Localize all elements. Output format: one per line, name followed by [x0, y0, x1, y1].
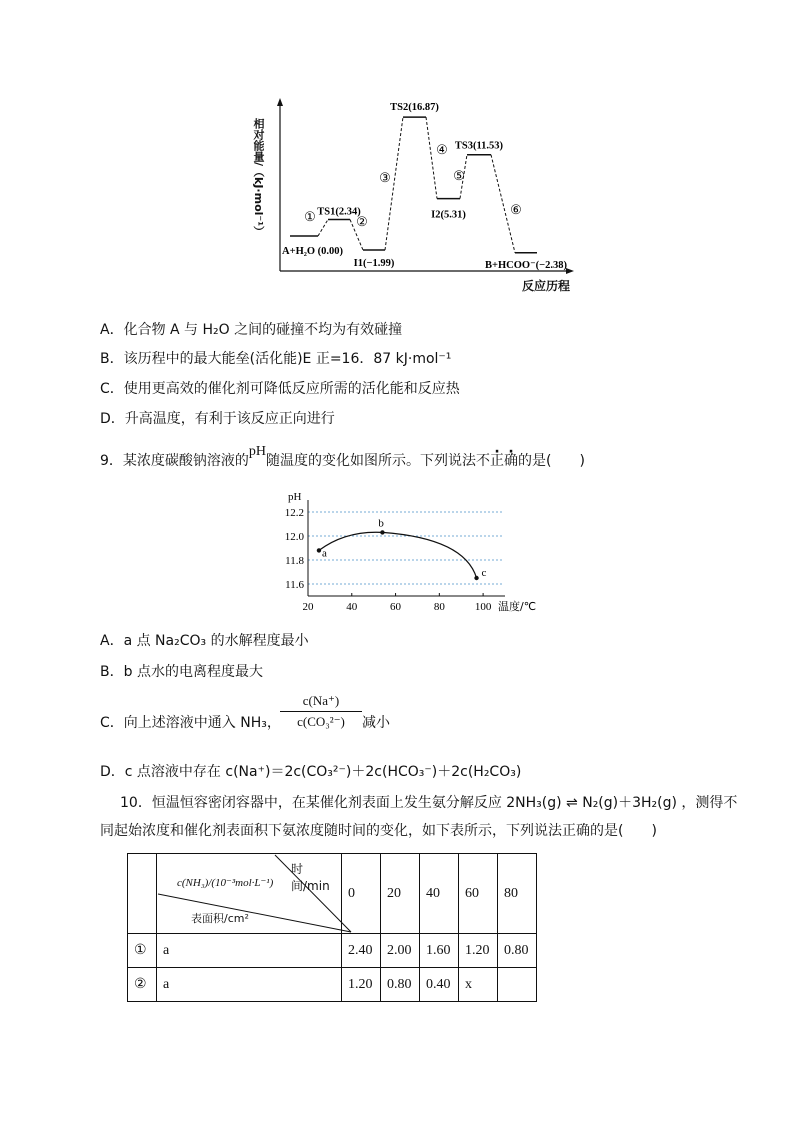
ph-y-tick: 11.8 — [285, 555, 304, 567]
row-value: 1.20 — [342, 968, 381, 1002]
row-id: ① — [128, 934, 157, 968]
q9-stem-c: 的是( ) — [518, 453, 585, 469]
energy-y-label: 相对能量/（kJ·mol⁻¹） — [252, 118, 265, 238]
ph-y-tick: 11.6 — [285, 579, 304, 591]
energy-state-label: B+HCOO⁻(−2.38) — [485, 259, 567, 271]
row-value: 1.60 — [420, 934, 459, 968]
row-value: x — [459, 968, 498, 1002]
q9-option-b: B．b 点水的电离程度最大 — [100, 664, 263, 680]
table-row — [128, 968, 537, 1002]
time-20: 20 — [381, 854, 420, 934]
ph-point-a — [317, 548, 321, 552]
energy-y-arrow — [277, 98, 283, 106]
q10-stem-line2: 同起始浓度和催化剂表面积下氨浓度随时间的变化，如下表所示，下列说法正确的是( ) — [100, 823, 657, 839]
row-value: 0.40 — [420, 968, 459, 1002]
q9-fraction-numerator: c(Na⁺) — [302, 693, 340, 708]
fraction-bar — [280, 711, 362, 712]
emphasis-char: 正 — [490, 453, 505, 469]
q9-stem-b: 随温度的变化如图所示。下列说法 — [266, 453, 477, 469]
q9-stem-a: 9．某浓度碳酸钠溶液的 — [100, 453, 249, 469]
q9-option-a: A．a 点 Na₂CO₃ 的水解程度最小 — [100, 633, 309, 649]
energy-state-label: TS3(11.53) — [454, 140, 504, 152]
energy-state-label: TS1(2.34) — [317, 206, 361, 218]
q10-stem-line1: 10．恒温恒容密闭容器中，在某催化剂表面上发生氨分解反应 2NH₃(g) ⇌ N₂(g)＋3H₂(g) ，测得不 — [120, 795, 738, 811]
energy-state-label: I1(−1.99) — [353, 258, 395, 270]
ph-point-label: c — [481, 567, 487, 579]
ph-x-title: 温度/℃ — [498, 600, 537, 613]
ph-y-tick: 12.0 — [284, 531, 304, 543]
q9-option-c-pre: C．向上述溶液中通入 NH₃， — [100, 715, 281, 731]
energy-state-label: TS2(16.87) — [390, 102, 439, 114]
step-label: ⑥ — [510, 202, 522, 217]
ph-x-tick: 20 — [302, 601, 314, 613]
ph-x-tick: 40 — [346, 601, 358, 613]
table-header-empty — [128, 854, 157, 934]
q9-stem-emphasis — [476, 453, 518, 469]
q10-table — [127, 853, 537, 1002]
ph-curve — [319, 532, 477, 578]
q8-option-b: B．该历程中的最大能垒(活化能)E 正=16．87 kJ·mol⁻¹ — [100, 351, 452, 367]
q8-option-a: A．化合物 A 与 H₂O 之间的碰撞不均为有效碰撞 — [100, 322, 403, 338]
ph-x-tick: 60 — [390, 601, 402, 613]
q9-fraction — [280, 692, 362, 731]
time-40: 40 — [420, 854, 459, 934]
ph-x-tick: 100 — [474, 601, 492, 613]
emphasis-char: 确 — [504, 453, 519, 469]
time-0: 0 — [342, 854, 381, 934]
energy-x-arrow — [566, 268, 574, 274]
row-id: ② — [128, 968, 157, 1002]
header-concentration: c(NH₃)/(10⁻³mol·L⁻¹) — [177, 877, 274, 889]
ph-y-tick: 12.2 — [284, 507, 304, 519]
step-label: ③ — [379, 170, 391, 185]
table-row — [128, 934, 537, 968]
q9-stem-ph: pH — [248, 444, 267, 459]
emphasis-char: 不 — [476, 453, 491, 469]
energy-connector — [318, 220, 328, 236]
header-area: 表面积/cm² — [191, 912, 249, 925]
ph-x-tick: 80 — [433, 601, 445, 613]
row-value — [498, 968, 537, 1002]
row-value: 2.00 — [381, 934, 420, 968]
step-label: ② — [356, 214, 368, 229]
ph-point-c — [474, 576, 478, 580]
energy-diagram — [240, 96, 590, 296]
row-area: a — [157, 934, 342, 968]
q8-option-c: C．使用更高效的催化剂可降低反应所需的活化能和反应热 — [100, 381, 460, 397]
row-area: a — [157, 968, 342, 1002]
time-60: 60 — [459, 854, 498, 934]
step-label: ④ — [436, 142, 448, 157]
energy-connector — [426, 117, 437, 198]
q8-option-d: D．升高温度，有利于该反应正向进行 — [100, 411, 335, 427]
row-value: 2.40 — [342, 934, 381, 968]
ph-point-label: a — [321, 547, 327, 560]
time-80: 80 — [498, 854, 537, 934]
energy-state-label: A+H₂O (0.00) — [282, 246, 344, 257]
row-value: 0.80 — [381, 968, 420, 1002]
ph-point-b — [380, 530, 384, 534]
ph-chart — [280, 488, 570, 616]
table-header-diagonal — [157, 854, 342, 934]
row-value: 1.20 — [459, 934, 498, 968]
row-value: 0.80 — [498, 934, 537, 968]
q9-stem — [100, 444, 585, 471]
header-time: 时间/min — [291, 862, 330, 893]
ph-point-label: b — [378, 517, 384, 530]
q9-option-d: D．c 点溶液中存在 c(Na⁺)＝2c(CO₃²⁻)＋2c(HCO₃⁻)＋2c(H₂CO₃) — [100, 764, 522, 780]
energy-state-label: I2(5.31) — [431, 209, 466, 221]
table-header-row — [128, 854, 537, 934]
q9-fraction-denominator: c(CO₃²⁻) — [297, 714, 345, 729]
q9-option-c-post: 减小 — [362, 715, 390, 731]
step-label: ⑤ — [453, 168, 465, 183]
ph-y-title: pH — [288, 491, 302, 503]
energy-x-label: 反应历程 — [522, 279, 571, 293]
diagonal-line-2 — [158, 894, 351, 932]
step-label: ① — [304, 209, 316, 224]
